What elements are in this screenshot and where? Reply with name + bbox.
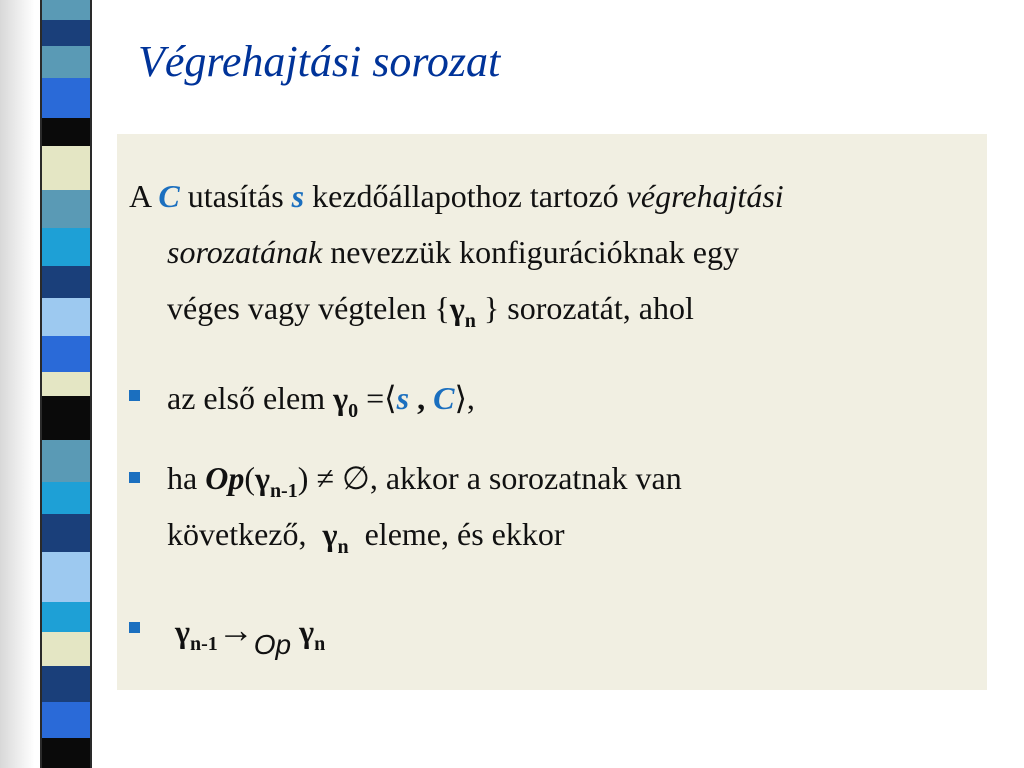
intro-utasitas: utasítás: [187, 178, 284, 214]
intro-nevezzuk: nevezzük konfigurációknak egy: [330, 234, 739, 270]
subscript-n-1: n-1: [269, 480, 298, 502]
subscript-n-1: n-1: [189, 633, 218, 655]
intro-a: A: [129, 178, 151, 214]
gamma-symbol: γ: [254, 460, 270, 496]
angle-close: ⟩,: [454, 380, 475, 416]
bullet-2-line2-rest: eleme, és ekkor: [364, 516, 565, 552]
paren-close: ): [297, 460, 309, 496]
gamma-symbol: γ: [333, 380, 349, 416]
intro-kezdo: kezdőállapothoz tartozó: [312, 178, 619, 214]
bullet-marker-1: [129, 390, 140, 401]
gamma-symbol: γ: [449, 290, 465, 326]
bullet-marker-2: [129, 472, 140, 483]
paren-open: (: [244, 460, 255, 496]
bullet-2-prefix: ha: [167, 460, 198, 496]
transition-arrow: →: [217, 610, 254, 650]
bullet-item-1: [167, 380, 475, 422]
not-equal-sign: ≠: [316, 460, 334, 496]
intro-vegrehajtasi: végrehajtási: [626, 178, 784, 214]
equals-sign: =: [366, 380, 385, 416]
intro-sorozatanak: sorozatának: [167, 234, 323, 270]
variable-c: C: [158, 178, 180, 214]
variable-s: s: [396, 380, 410, 416]
intro-veges: véges vagy végtelen {: [167, 290, 450, 326]
subscript-n: n: [314, 633, 326, 655]
decorative-stripe-bar: [0, 0, 128, 768]
variable-s: s: [291, 178, 305, 214]
intro-line-2: [167, 236, 739, 268]
angle-open: ⟨: [384, 380, 397, 416]
comma: ,: [417, 380, 426, 416]
bullet-item-2-line-1: [167, 460, 682, 502]
slide-title: Végrehajtási sorozat: [138, 37, 501, 86]
intro-close-set: } sorozatát, ahol: [483, 290, 694, 326]
bullet-2-line2-prefix: következő,: [167, 516, 307, 552]
bullet-1-prefix: az első elem: [167, 380, 326, 416]
intro-line-1: [129, 180, 784, 212]
op-function: Op: [205, 460, 245, 496]
bullet-2-rest: , akkor a sorozatnak van: [369, 460, 682, 496]
gamma-symbol: γ: [175, 613, 190, 649]
subscript-0: 0: [348, 400, 359, 422]
gamma-symbol: γ: [322, 516, 338, 552]
gamma-symbol: γ: [299, 613, 315, 649]
bullet-item-3: [175, 610, 326, 660]
empty-set-symbol: ∅: [341, 460, 370, 496]
op-label: Op: [253, 629, 292, 660]
subscript-n: n: [464, 310, 476, 332]
subscript-n: n: [337, 536, 349, 558]
bullet-item-2-line-2: [167, 516, 565, 558]
content-box: [117, 134, 987, 690]
bullet-marker-3: [129, 622, 140, 633]
intro-line-3: [167, 290, 694, 332]
variable-c: C: [433, 380, 455, 416]
